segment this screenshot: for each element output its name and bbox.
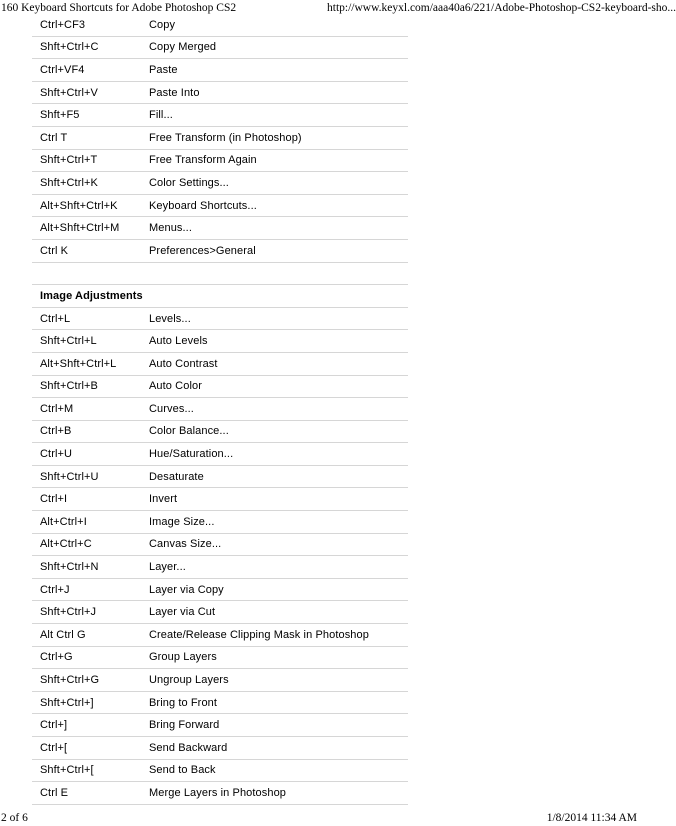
shortcut-action: Group Layers — [149, 651, 217, 664]
shortcut-row — [32, 330, 408, 353]
shortcut-action: Auto Color — [149, 380, 202, 393]
shortcut-row — [32, 127, 408, 150]
shortcut-action: Color Balance... — [149, 425, 229, 438]
shortcut-key: Shft+Ctrl+V — [40, 86, 98, 99]
shortcut-row — [32, 59, 408, 82]
shortcut-key: Shft+Ctrl+C — [40, 41, 99, 54]
shortcut-action: Send to Back — [149, 764, 216, 777]
shortcut-key: Shft+Ctrl+J — [40, 606, 97, 619]
shortcut-row — [32, 150, 408, 173]
shortcut-row — [32, 669, 408, 692]
shortcut-row — [32, 104, 408, 127]
shortcut-key: Ctrl+I — [40, 493, 68, 506]
shortcut-key: Shft+Ctrl+L — [40, 335, 97, 348]
shortcut-row — [32, 353, 408, 376]
shortcut-row — [32, 692, 408, 715]
shortcut-action: Desaturate — [149, 470, 204, 483]
shortcut-action: Hue/Saturation... — [149, 448, 234, 461]
shortcut-row — [32, 714, 408, 737]
shortcut-key: Shft+Ctrl+T — [40, 154, 98, 167]
shortcut-action: Auto Contrast — [149, 357, 218, 370]
shortcut-action: Preferences>General — [149, 244, 256, 257]
shortcut-action: Invert — [149, 493, 178, 506]
shortcut-action: Levels... — [149, 312, 191, 325]
shortcut-row — [32, 240, 408, 263]
shortcut-row — [32, 421, 408, 444]
shortcut-action: Merge Layers in Photoshop — [149, 786, 287, 799]
page-title: 160 Keyboard Shortcuts for Adobe Photoshop CS2 — [1, 2, 237, 14]
shortcut-key: Alt+Ctrl+I — [40, 515, 87, 528]
shortcut-row — [32, 556, 408, 579]
shortcut-key: Alt+Shft+Ctrl+K — [40, 199, 118, 212]
shortcut-row — [32, 534, 408, 557]
shortcut-key: Shft+Ctrl+U — [40, 470, 99, 483]
shortcut-row — [32, 217, 408, 240]
shortcut-action: Free Transform Again — [149, 154, 257, 167]
shortcut-row — [32, 624, 408, 647]
shortcut-key: Alt+Shft+Ctrl+L — [40, 357, 117, 370]
shortcut-row — [32, 195, 408, 218]
shortcut-row — [32, 760, 408, 783]
shortcut-action: Image Size... — [149, 515, 215, 528]
shortcut-row — [32, 172, 408, 195]
shortcut-key: Shft+Ctrl+] — [40, 696, 94, 709]
shortcut-action: Ungroup Layers — [149, 674, 229, 687]
shortcut-key: Ctrl+B — [40, 425, 72, 438]
shortcut-action: Bring to Front — [149, 696, 218, 709]
shortcut-action: Paste — [149, 63, 178, 76]
shortcut-row — [32, 443, 408, 466]
page-number: 2 of 6 — [1, 812, 28, 824]
shortcut-action: Layer... — [149, 561, 186, 574]
shortcut-row — [32, 488, 408, 511]
shortcut-key: Alt+Shft+Ctrl+M — [40, 222, 120, 235]
shortcut-key: Ctrl K — [40, 244, 69, 257]
shortcut-row — [32, 37, 408, 60]
shortcut-action: Bring Forward — [149, 719, 220, 732]
shortcut-key: Shft+F5 — [40, 109, 80, 122]
section-heading: Image Adjustments — [40, 289, 143, 302]
blank-row — [32, 263, 408, 286]
section-heading-row — [32, 285, 408, 308]
shortcut-key: Shft+Ctrl+B — [40, 380, 98, 393]
shortcut-row — [32, 601, 408, 624]
shortcut-action: Copy Merged — [149, 41, 217, 54]
shortcut-key: Shft+Ctrl+G — [40, 674, 100, 687]
shortcut-action: Paste Into — [149, 86, 200, 99]
shortcut-key: Ctrl+U — [40, 448, 73, 461]
shortcut-row — [32, 511, 408, 534]
shortcut-key: Shft+Ctrl+K — [40, 176, 98, 189]
shortcut-row — [32, 647, 408, 670]
shortcut-key: Ctrl+L — [40, 312, 71, 325]
shortcut-key: Ctrl T — [40, 131, 68, 144]
shortcut-row — [32, 737, 408, 760]
shortcut-key: Ctrl+M — [40, 402, 74, 415]
shortcut-action: Free Transform (in Photoshop) — [149, 131, 302, 144]
shortcut-action: Auto Levels — [149, 335, 208, 348]
shortcut-row — [32, 579, 408, 602]
shortcut-key: Ctrl+CF3 — [40, 18, 86, 31]
shortcut-action: Curves... — [149, 402, 194, 415]
shortcut-action: Layer via Cut — [149, 606, 216, 619]
shortcut-action: Layer via Copy — [149, 583, 224, 596]
shortcut-key: Shft+Ctrl+[ — [40, 764, 94, 777]
shortcut-key: Shft+Ctrl+N — [40, 561, 99, 574]
shortcut-action: Canvas Size... — [149, 538, 222, 551]
shortcut-action: Keyboard Shortcuts... — [149, 199, 257, 212]
page-url: http://www.keyxl.com/aaa40a6/221/Adobe-Photoshop-CS2-keyboard-sho... — [327, 2, 676, 14]
shortcut-action: Create/Release Clipping Mask in Photoshop — [149, 628, 369, 641]
shortcut-key: Alt Ctrl G — [40, 628, 86, 641]
print-footer — [0, 810, 638, 826]
shortcut-key: Ctrl+VF4 — [40, 63, 85, 76]
shortcut-row — [32, 14, 408, 37]
print-datetime: 1/8/2014 11:34 AM — [546, 812, 637, 824]
shortcut-table — [32, 14, 408, 805]
shortcut-key: Ctrl E — [40, 786, 69, 799]
shortcut-row — [32, 398, 408, 421]
shortcut-row — [32, 376, 408, 399]
shortcut-action: Fill... — [149, 109, 173, 122]
shortcut-key: Ctrl+[ — [40, 741, 68, 754]
shortcut-action: Copy — [149, 18, 176, 31]
shortcut-action: Color Settings... — [149, 176, 229, 189]
shortcut-key: Ctrl+J — [40, 583, 70, 596]
shortcut-row — [32, 782, 408, 805]
shortcut-action: Menus... — [149, 222, 192, 235]
shortcut-action: Send Backward — [149, 741, 228, 754]
shortcut-row — [32, 82, 408, 105]
shortcut-key: Ctrl+G — [40, 651, 73, 664]
shortcut-row — [32, 308, 408, 331]
shortcut-row — [32, 466, 408, 489]
shortcut-key: Alt+Ctrl+C — [40, 538, 92, 551]
shortcut-key: Ctrl+] — [40, 719, 68, 732]
